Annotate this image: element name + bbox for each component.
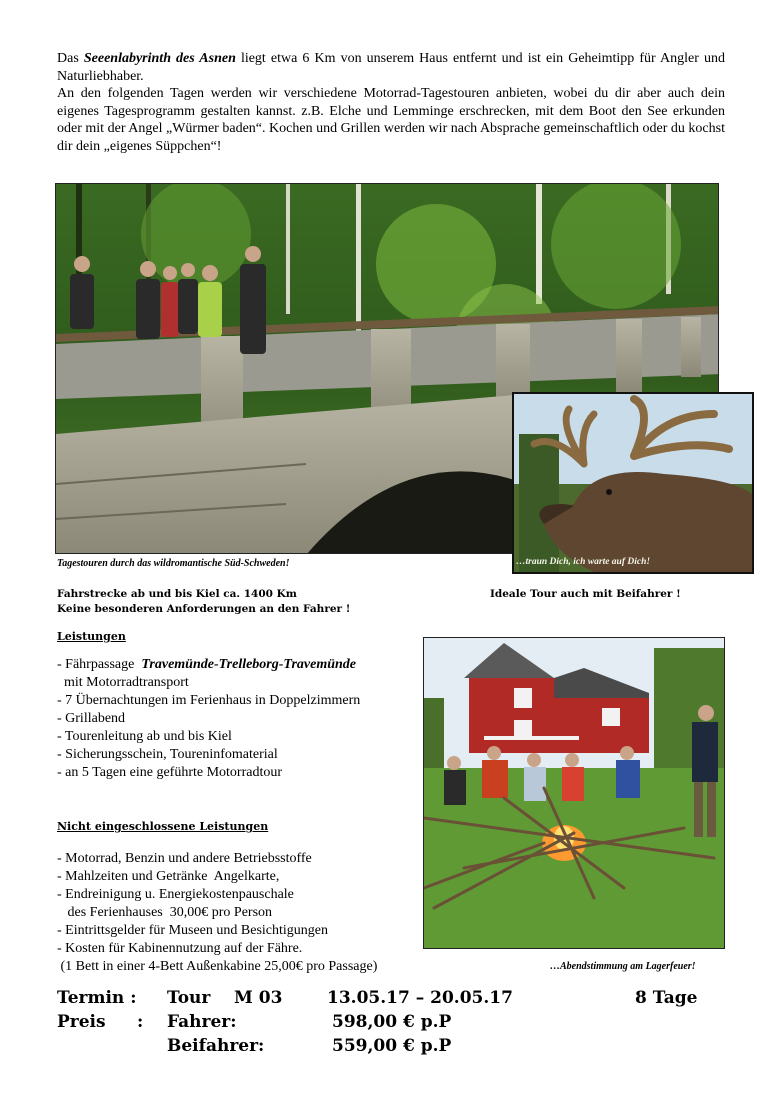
- moose-image: [514, 394, 752, 572]
- tour-duration: 8 Tage: [635, 988, 698, 1008]
- moose-photo: [512, 392, 754, 574]
- intro-paragraph-1: Das Seeenlabyrinth des Asnen liegt etwa 6 Km von unserem Haus entfernt und ist ein Geheimtipp für Angler und Naturliebhaber.: [57, 51, 725, 84]
- ideal-for-passenger-note: Ideale Tour auch mit Beifahrer !: [490, 588, 681, 600]
- tour-dates: 13.05.17 – 20.05.17: [327, 988, 513, 1008]
- list-item: - Fährpassage Travemünde-Trelleborg-Travemünde: [57, 657, 357, 672]
- list-item: - Motorrad, Benzin und andere Betriebsstoffe: [57, 851, 312, 866]
- campfire-photo: [423, 637, 725, 949]
- campfire-scene-image: [424, 638, 724, 948]
- list-item: - Grillabend: [57, 711, 126, 726]
- campfire-photo-caption: …Abendstimmung am Lagerfeuer!: [550, 961, 696, 972]
- list-item: des Ferienhauses 30,00€ pro Person: [57, 905, 273, 920]
- termin-label: Termin :: [57, 988, 137, 1008]
- list-item: - 7 Übernachtungen im Ferienhaus in Doppelzimmern: [57, 693, 361, 708]
- list-item: - Kosten für Kabinennutzung auf der Fähre.: [57, 941, 303, 956]
- included-heading: Leistungen: [57, 630, 126, 643]
- excluded-heading: Nicht eingeschlossene Leistungen: [57, 820, 269, 833]
- no-requirements-note: Keine besonderen Anforderungen an den Fahrer !: [57, 603, 351, 615]
- list-item: - Sicherungsschein, Toureninfomaterial: [57, 747, 278, 762]
- list-item: mit Motorradtransport: [57, 675, 189, 690]
- bridge-photo-caption: Tagestouren durch das wildromantische Süd-Schweden!: [57, 558, 290, 569]
- intro-text: [57, 50, 725, 155]
- fahrer-price: 598,00 € p.P: [332, 1012, 452, 1032]
- list-item: - Eintrittsgelder für Museen und Besichtigungen: [57, 923, 328, 938]
- preis-label: Preis: [57, 1012, 106, 1032]
- ferry-route: Travemünde-Trelleborg-Travemünde: [141, 657, 357, 672]
- tour-label: Tour: [167, 988, 211, 1008]
- list-item: - Endreinigung u. Energiekostenpauschale: [57, 887, 294, 902]
- tour-code: M 03: [234, 988, 283, 1008]
- beifahrer-label: Beifahrer:: [167, 1036, 265, 1056]
- moose-photo-caption: …traun Dich, ich warte auf Dich!: [516, 557, 651, 567]
- lake-name: Seeenlabyrinth des Asnen: [83, 51, 236, 66]
- intro-paragraph-2: An den folgenden Tagen werden wir verschiedene Motorrad-Tagestouren anbieten, wobei du dir aber auch dein eigenes Tagesprogramm gestalten kannst. z.B. Elche und Lemminge erschrecken, mit dem Boot den See erkunden oder mit der Angel „Würmer baden“. Kochen und Grillen werden wir nach Absprache gemeinschaftlich oder du kochst dir dein „eigenes Süppchen“!: [57, 86, 725, 154]
- route-distance: Fahrstrecke ab und bis Kiel ca. 1400 Km: [57, 588, 297, 600]
- preis-colon: :: [137, 1012, 144, 1032]
- included-list: [57, 656, 360, 782]
- fahrer-label: Fahrer:: [167, 1012, 237, 1032]
- list-item: (1 Bett in einer 4-Bett Außenkabine 25,00€ pro Passage): [57, 959, 378, 974]
- list-item: - Tourenleitung ab und bis Kiel: [57, 729, 232, 744]
- list-item: - an 5 Tagen eine geführte Motorradtour: [57, 765, 283, 780]
- beifahrer-price: 559,00 € p.P: [332, 1036, 452, 1056]
- excluded-list: [57, 850, 377, 976]
- list-item: - Mahlzeiten und Getränke Angelkarte,: [57, 869, 280, 884]
